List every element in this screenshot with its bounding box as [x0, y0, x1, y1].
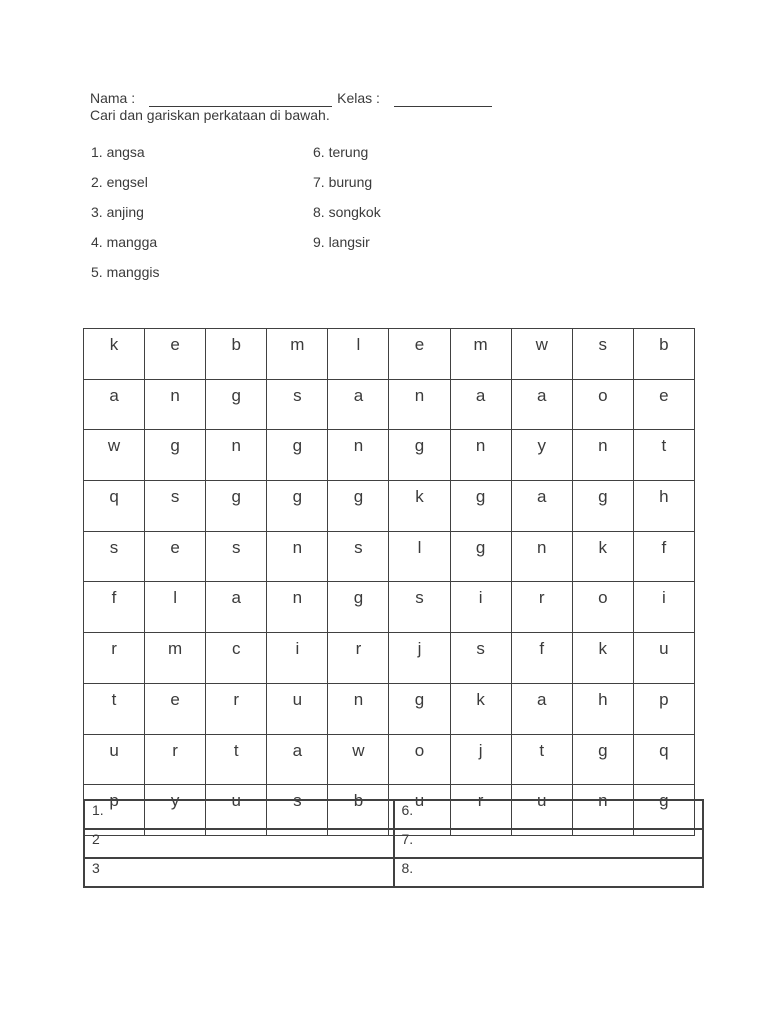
grid-cell: i — [267, 633, 328, 684]
grid-cell: p — [633, 683, 694, 734]
kelas-label: Kelas : — [337, 90, 380, 106]
grid-cell: t — [511, 734, 572, 785]
grid-cell: r — [511, 582, 572, 633]
grid-cell: o — [389, 734, 450, 785]
grid-row — [84, 379, 695, 430]
grid-cell: u — [389, 785, 450, 836]
grid-cell: s — [145, 481, 206, 532]
grid-cell: e — [389, 329, 450, 380]
answer-cell: 2 — [84, 829, 394, 858]
answer-row — [84, 858, 703, 887]
answer-table — [83, 799, 704, 888]
grid-row — [84, 683, 695, 734]
grid-cell: s — [206, 531, 267, 582]
grid-cell: g — [450, 481, 511, 532]
word-list-column-2 — [313, 144, 381, 264]
grid-cell: r — [450, 785, 511, 836]
grid-cell: j — [450, 734, 511, 785]
grid-cell: g — [206, 379, 267, 430]
grid-cell: a — [267, 734, 328, 785]
answer-cell: 8. — [394, 858, 704, 887]
word-list-item: 2. engsel — [91, 174, 148, 190]
grid-cell: w — [511, 329, 572, 380]
word-list-item: 6. terung — [313, 144, 369, 160]
grid-cell: n — [267, 531, 328, 582]
grid-cell: c — [206, 633, 267, 684]
grid-cell: b — [328, 785, 389, 836]
grid-cell: r — [84, 633, 145, 684]
grid-cell: q — [633, 734, 694, 785]
grid-cell: t — [206, 734, 267, 785]
grid-cell: a — [450, 379, 511, 430]
answer-row — [84, 800, 703, 829]
grid-cell: s — [328, 531, 389, 582]
grid-cell: n — [450, 430, 511, 481]
word-list-item: 4. mangga — [91, 234, 158, 250]
grid-cell: l — [328, 329, 389, 380]
grid-row — [84, 633, 695, 684]
grid-cell: n — [389, 379, 450, 430]
answer-cell: 6. — [394, 800, 704, 829]
grid-cell: y — [511, 430, 572, 481]
worksheet-header — [90, 90, 492, 124]
grid-cell: f — [84, 582, 145, 633]
grid-cell: a — [511, 481, 572, 532]
grid-cell: t — [84, 683, 145, 734]
grid-cell: g — [267, 430, 328, 481]
grid-cell: u — [633, 633, 694, 684]
grid-cell: a — [511, 379, 572, 430]
grid-row — [84, 329, 695, 380]
grid-cell: s — [267, 379, 328, 430]
grid-cell: h — [572, 683, 633, 734]
grid-cell: t — [633, 430, 694, 481]
word-list-column-1 — [91, 144, 159, 294]
grid-cell: g — [328, 582, 389, 633]
grid-cell: m — [145, 633, 206, 684]
grid-row — [84, 430, 695, 481]
grid-cell: n — [145, 379, 206, 430]
instruction-text: Cari dan gariskan perkataan di bawah. — [90, 107, 330, 123]
answer-cell: 3 — [84, 858, 394, 887]
grid-cell: s — [389, 582, 450, 633]
grid-row — [84, 481, 695, 532]
grid-cell: q — [84, 481, 145, 532]
grid-cell: u — [511, 785, 572, 836]
grid-cell: o — [572, 379, 633, 430]
grid-cell: g — [572, 734, 633, 785]
word-list-item: 3. anjing — [91, 204, 144, 220]
grid-cell: m — [450, 329, 511, 380]
grid-cell: g — [328, 481, 389, 532]
answer-row — [84, 829, 703, 858]
grid-cell: s — [84, 531, 145, 582]
grid-cell: s — [267, 785, 328, 836]
grid-cell: j — [389, 633, 450, 684]
grid-row — [84, 531, 695, 582]
grid-cell: p — [84, 785, 145, 836]
grid-cell: l — [145, 582, 206, 633]
grid-cell: r — [145, 734, 206, 785]
grid-cell: g — [633, 785, 694, 836]
grid-cell: f — [511, 633, 572, 684]
grid-cell: u — [267, 683, 328, 734]
grid-cell: e — [633, 379, 694, 430]
grid-cell: l — [389, 531, 450, 582]
grid-cell: s — [572, 329, 633, 380]
grid-cell: a — [84, 379, 145, 430]
grid-cell: k — [389, 481, 450, 532]
grid-cell: o — [572, 582, 633, 633]
nama-label: Nama : — [90, 90, 136, 106]
grid-cell: g — [450, 531, 511, 582]
grid-cell: b — [206, 329, 267, 380]
grid-cell: u — [84, 734, 145, 785]
grid-cell: k — [572, 633, 633, 684]
grid-cell: n — [328, 683, 389, 734]
grid-cell: y — [145, 785, 206, 836]
grid-cell: e — [145, 531, 206, 582]
grid-cell: n — [267, 582, 328, 633]
grid-cell: i — [450, 582, 511, 633]
kelas-blank-line — [394, 92, 492, 107]
grid-row — [84, 734, 695, 785]
grid-cell: e — [145, 329, 206, 380]
grid-cell: b — [633, 329, 694, 380]
grid-cell: r — [328, 633, 389, 684]
grid-cell: e — [145, 683, 206, 734]
grid-cell: k — [572, 531, 633, 582]
grid-cell: u — [206, 785, 267, 836]
word-list-item: 5. manggis — [91, 264, 160, 280]
answer-cell: 7. — [394, 829, 704, 858]
grid-cell: g — [389, 683, 450, 734]
grid-cell: n — [572, 430, 633, 481]
word-list-item: 9. langsir — [313, 234, 370, 250]
grid-cell: a — [511, 683, 572, 734]
grid-cell: g — [572, 481, 633, 532]
grid-cell: s — [450, 633, 511, 684]
grid-cell: g — [145, 430, 206, 481]
grid-cell: f — [633, 531, 694, 582]
answer-cell: 1. — [84, 800, 394, 829]
grid-cell: k — [450, 683, 511, 734]
grid-cell: i — [633, 582, 694, 633]
grid-cell: m — [267, 329, 328, 380]
grid-cell: n — [572, 785, 633, 836]
grid-cell: n — [206, 430, 267, 481]
word-list-item: 7. burung — [313, 174, 373, 190]
word-list-item: 8. songkok — [313, 204, 381, 220]
word-search-grid — [83, 328, 695, 836]
word-list-item: 1. angsa — [91, 144, 145, 160]
grid-cell: k — [84, 329, 145, 380]
grid-cell: g — [206, 481, 267, 532]
nama-blank-line — [149, 92, 332, 107]
grid-cell: g — [389, 430, 450, 481]
grid-cell: n — [328, 430, 389, 481]
grid-cell: g — [267, 481, 328, 532]
grid-cell: a — [328, 379, 389, 430]
grid-cell: r — [206, 683, 267, 734]
grid-cell: w — [84, 430, 145, 481]
grid-cell: n — [511, 531, 572, 582]
grid-cell: a — [206, 582, 267, 633]
name-class-line — [90, 90, 492, 107]
grid-cell: h — [633, 481, 694, 532]
grid-cell: w — [328, 734, 389, 785]
grid-row — [84, 582, 695, 633]
